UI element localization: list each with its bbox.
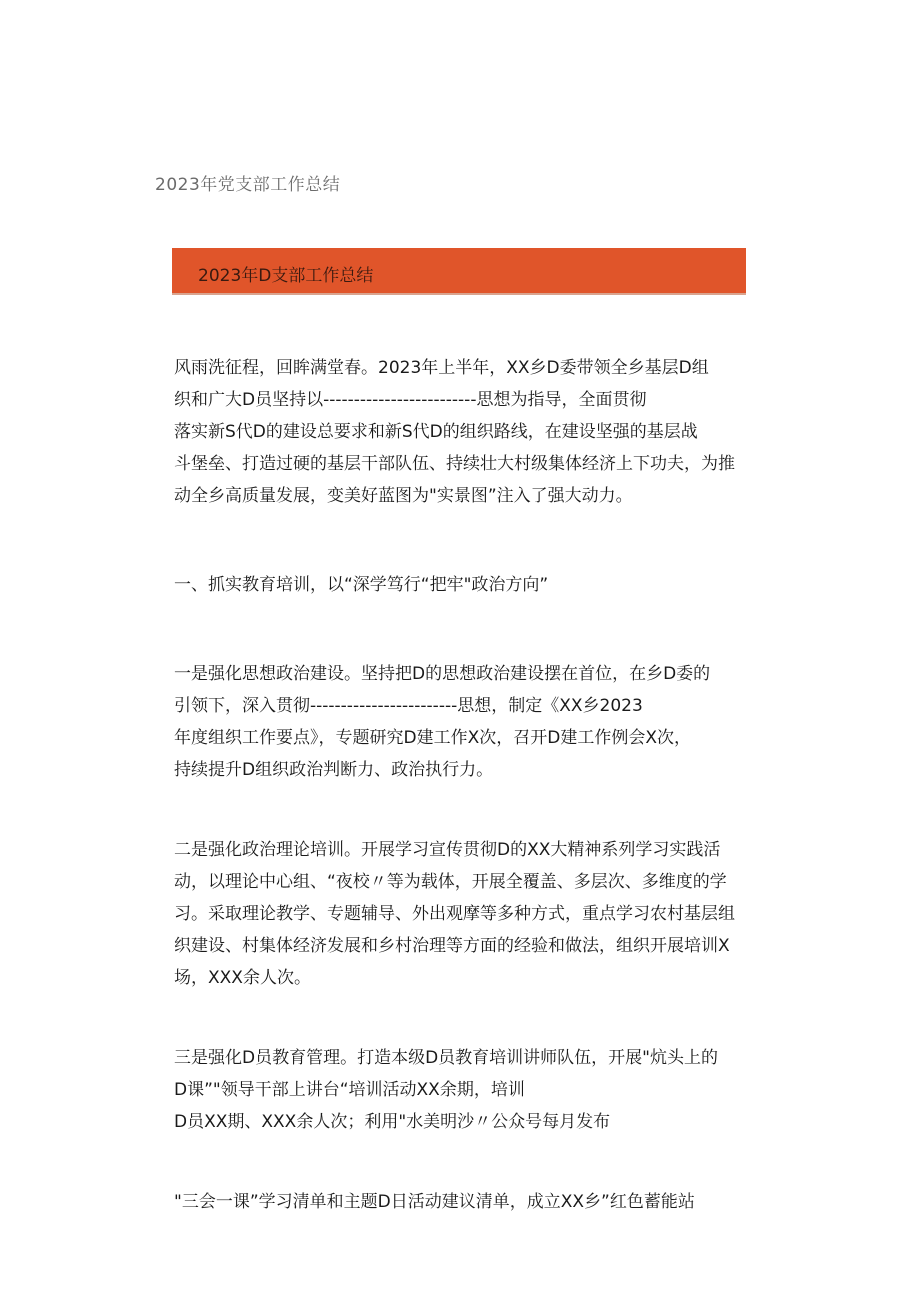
paragraph-ideology xyxy=(174,658,754,786)
text-line: 织建设、村集体经济发展和乡村治理等方面的经验和做法，组织开展培训X xyxy=(174,936,730,956)
paragraph-member-education xyxy=(174,1042,754,1138)
text-line: 引领下，深入贯彻------------------------思想，制定《XX乡2023 xyxy=(174,696,643,716)
text-line: "三会一课”学习清单和主题D日活动建议清单，成立XX乡”红色蓄能站 xyxy=(174,1192,695,1212)
text-line: 落实新S代D的建设总要求和新S代D的组织路线，在建设坚强的基层战 xyxy=(174,422,698,442)
text-line: D员XX期、XXX余人次；利用"水美明沙〃公众号每月发布 xyxy=(174,1112,611,1132)
text-line: 动，以理论中心组、“夜校〃等为载体，开展全覆盖、多层次、多维度的学 xyxy=(174,872,727,892)
text-line: 场，XXX余人次。 xyxy=(174,968,311,988)
banner-title: 2023年D支部工作总结 xyxy=(198,266,374,286)
text-line: 三是强化D员教育管理。打造本级D员教育培训讲师队伍，开展"炕头上的 xyxy=(174,1048,718,1068)
text-line: 一是强化思想政治建设。坚持把D的思想政治建设摆在首位，在乡D委的 xyxy=(174,664,711,684)
text-line: 习。采取理论教学、专题辅导、外出观摩等多种方式，重点学习农村基层组 xyxy=(174,904,735,924)
text-line: 年度组织工作要点》，专题研究D建工作X次，召开D建工作例会X次， xyxy=(174,728,691,748)
text-line: 风雨洗征程，回眸满堂春。2023年上半年，XX乡D委带领全乡基层D组 xyxy=(174,358,709,378)
text-line: 织和广大D员坚持以-------------------------思想为指导，全面贯彻 xyxy=(174,390,647,410)
document-body xyxy=(174,352,754,1218)
text-line: 动全乡高质量发展，变美好蓝图为"实景图”注入了强大动力。 xyxy=(174,486,633,506)
text-line: 斗堡垒、打造过硬的基层干部队伍、持续壮大村级集体经济上下功夫，为推 xyxy=(174,454,735,474)
section-heading-1 xyxy=(174,569,754,601)
page-title: 2023年党支部工作总结 xyxy=(155,175,341,195)
paragraph-theory-training xyxy=(174,834,754,994)
text-line: 二是强化政治理论培训。开展学习宣传贯彻D的XX大精神系列学习实践活 xyxy=(174,840,721,860)
section-banner xyxy=(172,248,746,295)
text-line: D课”"领导干部上讲台“培训活动XX余期，培训 xyxy=(174,1080,525,1100)
paragraph-intro xyxy=(174,352,754,512)
text-line: 一、抓实教育培训，以“深学笃行“把牢"政治方向” xyxy=(174,575,549,595)
paragraph-continuation xyxy=(174,1186,754,1218)
text-line: 持续提升D组织政治判断力、政治执行力。 xyxy=(174,760,494,780)
